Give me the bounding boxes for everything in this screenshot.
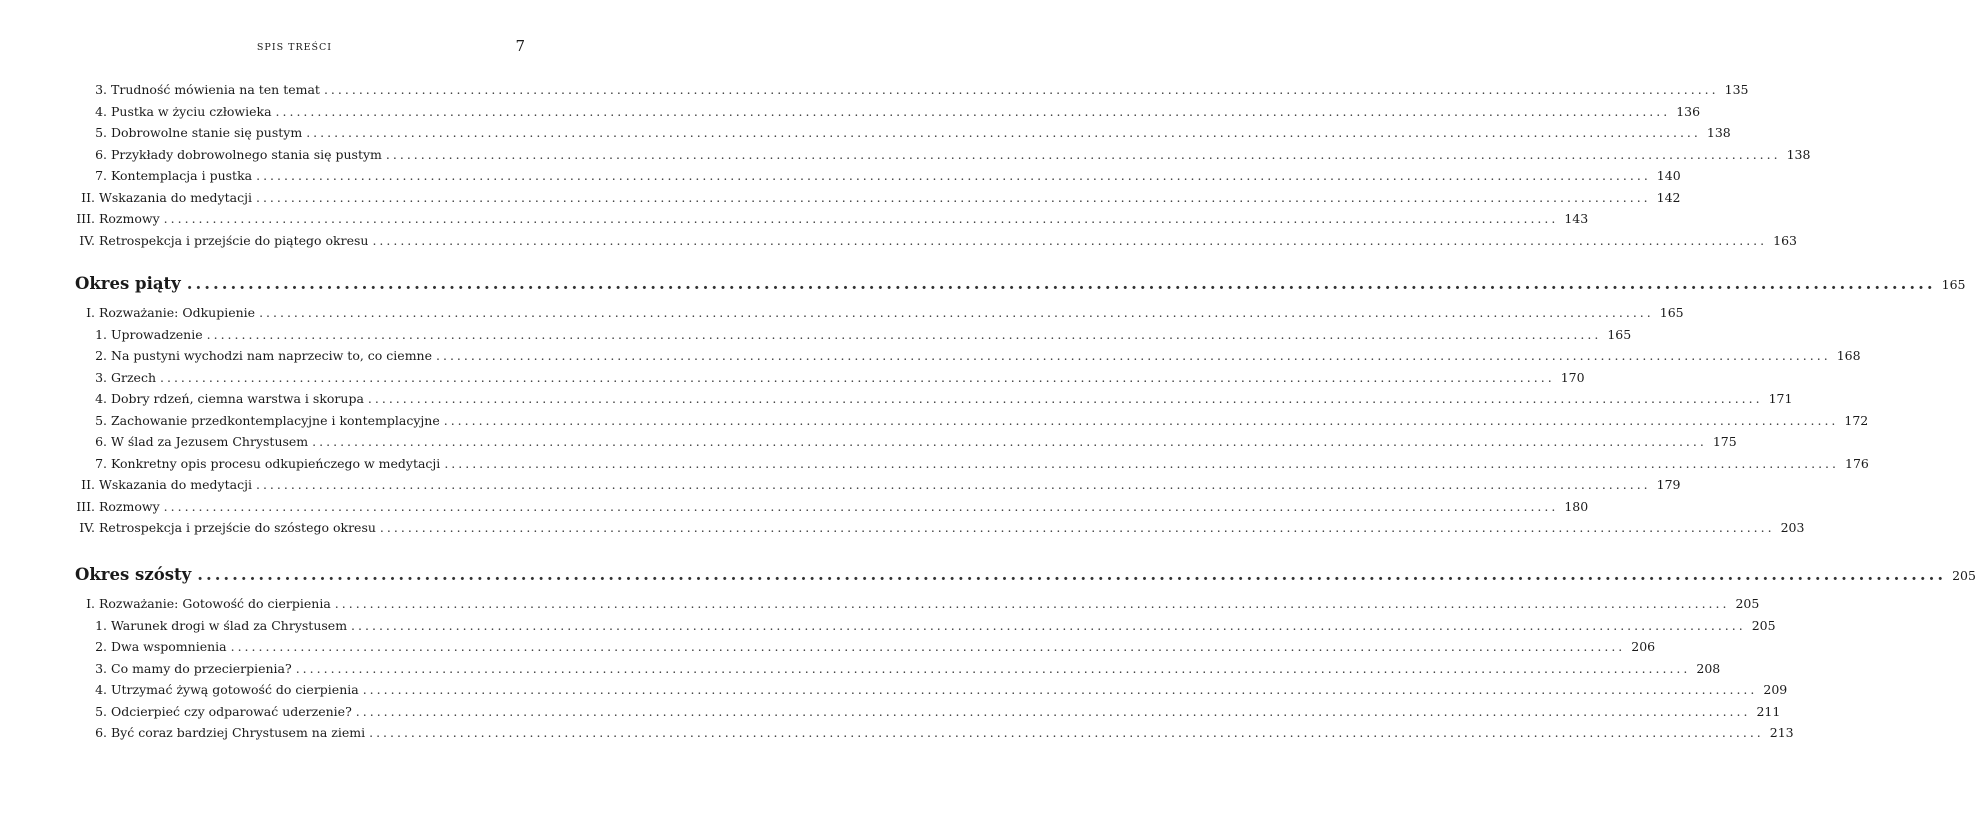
entry-title: Rozważanie: Gotowość do cierpienia <box>99 596 331 611</box>
entry-title: Dwa wspomnienia <box>111 639 227 654</box>
toc-entry[interactable] <box>75 722 1794 744</box>
dot-leader: ........................................................................................................................................................................................................ <box>334 596 1730 611</box>
entry-title: Kontemplacja i pustka <box>111 168 253 183</box>
entry-title: Na pustyni wychodzi nam naprzeciw to, co ciemne <box>111 348 432 363</box>
page-ref: 163 <box>1773 232 1797 248</box>
entry-title: Rozważanie: Odkupienie <box>99 305 256 320</box>
entry-title: Wskazania do medytacji <box>99 189 252 205</box>
toc-entry[interactable] <box>75 302 1684 324</box>
entry-number: III. <box>76 498 95 514</box>
dot-leader: ........................................................................................................................................................................................................ <box>230 639 1626 654</box>
dot-leader: ........................................................................................................................................................................................................ <box>379 520 1775 535</box>
entry-number: 5. <box>95 125 107 140</box>
dot-leader: ........................................................................................................................................................................................................ <box>163 211 1559 226</box>
dot-leader: ........................................................................................................................................................................................................ <box>369 725 1764 740</box>
entry-number: 3. <box>95 660 107 676</box>
dot-leader: ........................................................................................................................................................................................................ <box>295 660 1691 676</box>
dot-leader: ........................................................................................................................................................................................................ <box>367 391 1763 406</box>
entry-number: 1. <box>95 326 107 342</box>
dot-leader: ........................................................................................................................................................................................................ <box>443 412 1839 428</box>
entry-title: Co mamy do przecierpienia? <box>111 660 292 676</box>
entry-title: W ślad za Jezusem Chrystusem <box>111 434 309 449</box>
page-ref: 180 <box>1564 498 1589 514</box>
entry-title: Dobrowolne stanie się pustym <box>111 125 303 140</box>
entry-number: 2. <box>95 348 107 363</box>
entry-title: Warunek drogi w ślad za Chrystusem <box>111 617 348 633</box>
page-ref: 171 <box>1768 391 1793 406</box>
toc-entry[interactable] <box>75 388 1793 410</box>
page-ref: 211 <box>1756 703 1781 719</box>
entry-number: II. <box>81 189 95 205</box>
page-ref: 206 <box>1631 639 1656 654</box>
dot-leader: ........................................................................................................................................................................................................ <box>186 274 1936 293</box>
entry-title: Retrospekcja i przejście do piątego okresu <box>99 232 369 248</box>
page-ref: 176 <box>1845 455 1869 471</box>
page-ref: 208 <box>1696 660 1721 676</box>
page-ref: 138 <box>1706 125 1731 140</box>
entry-number: IV. <box>79 232 95 248</box>
dot-leader: ........................................................................................................................................................................................................ <box>436 348 1831 363</box>
dot-leader: ........................................................................................................................................................................................................ <box>306 125 1701 140</box>
dot-leader: ........................................................................................................................................................................................................ <box>444 455 1839 471</box>
dot-leader: ........................................................................................................................................................................................................ <box>197 565 1947 584</box>
dot-leader: ........................................................................................................................................................................................................ <box>163 498 1559 514</box>
dot-leader: ........................................................................................................................................................................................................ <box>362 682 1758 697</box>
toc-entry[interactable] <box>75 367 1585 389</box>
entry-number: 4. <box>95 103 107 119</box>
entry-title: Utrzymać żywą gotowość do cierpienia <box>111 682 359 697</box>
entry-number: 4. <box>95 391 107 406</box>
toc-entry[interactable] <box>75 208 1589 230</box>
toc-entry[interactable] <box>75 345 1861 367</box>
entry-title: Uprowadzenie <box>111 326 203 342</box>
toc-section <box>75 79 1811 251</box>
toc-entry[interactable] <box>75 517 1805 539</box>
entry-number: 6. <box>95 434 107 449</box>
page-ref: 175 <box>1712 434 1737 449</box>
page-number: 7 <box>515 37 525 55</box>
page-ref: 213 <box>1769 725 1794 740</box>
running-head: SPIS TREŚCI <box>256 42 333 53</box>
entry-number: II. <box>81 477 95 492</box>
toc-section <box>75 561 1976 744</box>
page-ref: 138 <box>1786 146 1811 162</box>
page-ref: 205 <box>1735 596 1760 611</box>
dot-leader: ........................................................................................................................................................................................................ <box>312 434 1707 449</box>
entry-title: Rozmowy <box>99 211 160 226</box>
entry-number: 7. <box>95 168 107 183</box>
entry-title: Odcierpieć czy odparować uderzenie? <box>111 703 352 719</box>
dot-leader: ........................................................................................................................................................................................................ <box>385 146 1781 162</box>
entry-title: Pustka w życiu człowieka <box>111 103 272 119</box>
toc-entry[interactable] <box>75 453 1869 475</box>
dot-leader: ........................................................................................................................................................................................................ <box>255 189 1651 205</box>
entry-title: Konkretny opis procesu odkupieńczego w medytacji <box>111 455 441 471</box>
dot-leader: ........................................................................................................................................................................................................ <box>259 305 1654 320</box>
section-heading-title: Okres szósty <box>75 565 192 584</box>
entry-number: 6. <box>95 725 107 740</box>
page-ref: 143 <box>1564 211 1589 226</box>
dot-leader: ........................................................................................................................................................................................................ <box>275 103 1671 119</box>
entry-number: I. <box>86 596 95 611</box>
toc-entry[interactable] <box>75 431 1737 453</box>
page-ref: 170 <box>1560 369 1585 385</box>
toc-entry[interactable] <box>75 144 1811 166</box>
toc-entry[interactable] <box>75 593 1760 615</box>
entry-number: III. <box>76 211 95 226</box>
page-ref: 209 <box>1763 682 1788 697</box>
toc-entry[interactable] <box>75 165 1681 187</box>
entry-number: 7. <box>95 455 107 471</box>
entry-number: 5. <box>95 412 107 428</box>
toc-entry[interactable] <box>75 79 1749 101</box>
page-ref: 136 <box>1676 103 1701 119</box>
entry-number: 3. <box>95 369 107 385</box>
page-ref: 165 <box>1659 305 1684 320</box>
page-ref: 142 <box>1656 189 1681 205</box>
toc-section <box>75 270 1966 539</box>
dot-leader: ........................................................................................................................................................................................................ <box>206 326 1602 342</box>
entry-title: Dobry rdzeń, ciemna warstwa i skorupa <box>111 391 364 406</box>
entry-title: Grzech <box>111 369 156 385</box>
page-ref: 165 <box>1941 277 1966 292</box>
page-ref: 179 <box>1656 477 1681 492</box>
section-heading[interactable] <box>75 561 1976 589</box>
entry-title: Trudność mówienia na ten temat <box>111 82 320 97</box>
page-ref: 135 <box>1724 82 1749 97</box>
entry-number: 3. <box>95 82 107 97</box>
section-heading-title: Okres piąty <box>75 274 181 293</box>
page-ref: 168 <box>1836 348 1861 363</box>
entry-number: I. <box>86 305 95 320</box>
dot-leader: ........................................................................................................................................................................................................ <box>160 369 1555 385</box>
toc-entry[interactable] <box>75 701 1781 723</box>
entry-number: 5. <box>95 703 107 719</box>
page-ref: 165 <box>1607 326 1632 342</box>
toc-entry[interactable] <box>75 658 1721 680</box>
toc-entry[interactable] <box>75 636 1656 658</box>
entry-title: Przykłady dobrowolnego stania się pustym <box>111 146 382 162</box>
section-heading[interactable] <box>75 270 1966 298</box>
entry-number: IV. <box>79 520 95 535</box>
entry-title: Retrospekcja i przejście do szóstego okresu <box>99 520 376 535</box>
toc-entry[interactable] <box>75 496 1589 518</box>
entry-number: 1. <box>95 617 107 633</box>
page-ref: 172 <box>1844 412 1869 428</box>
entry-number: 4. <box>95 682 107 697</box>
entry-number: 2. <box>95 639 107 654</box>
toc-entry[interactable] <box>75 615 1776 637</box>
entry-title: Być coraz bardziej Chrystusem na ziemi <box>111 725 366 740</box>
entry-title: Rozmowy <box>99 498 160 514</box>
entry-title: Zachowanie przedkontemplacyjne i kontemplacyjne <box>111 412 440 428</box>
page-ref: 140 <box>1656 168 1681 183</box>
toc-entry[interactable] <box>75 679 1788 701</box>
page-ref: 205 <box>1751 617 1776 633</box>
toc-entry[interactable] <box>75 101 1701 123</box>
toc-entry[interactable] <box>75 474 1681 496</box>
page-ref: 203 <box>1780 520 1805 535</box>
dot-leader: ........................................................................................................................................................................................................ <box>323 82 1719 97</box>
toc-entry[interactable] <box>75 187 1681 209</box>
toc-entry[interactable] <box>75 324 1632 346</box>
toc-entry[interactable] <box>75 410 1869 432</box>
toc-entry[interactable] <box>75 230 1797 252</box>
entry-title: Wskazania do medytacji <box>99 477 252 492</box>
page-ref: 205 <box>1952 568 1976 583</box>
entry-number: 6. <box>95 146 107 162</box>
dot-leader: ........................................................................................................................................................................................................ <box>256 168 1651 183</box>
dot-leader: ........................................................................................................................................................................................................ <box>255 477 1651 492</box>
dot-leader: ........................................................................................................................................................................................................ <box>355 703 1751 719</box>
toc-entry[interactable] <box>75 122 1731 144</box>
dot-leader: ........................................................................................................................................................................................................ <box>351 617 1746 633</box>
dot-leader: ........................................................................................................................................................................................................ <box>372 232 1768 248</box>
